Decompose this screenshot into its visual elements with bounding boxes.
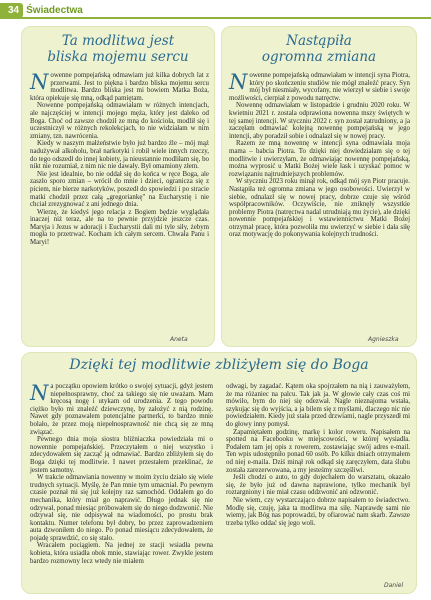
paragraph: Nie jest idealnie, bo nie oddał się do końca w ręce Boga, ale zaszło sporo zmian – wrócił do mnie i dzieci, ogranicza się z piciem, nie bierze narkotyków, poszedł do spowiedzi i po stracie matki chodził przez całą „gregoriankę" na Eucharystię i nie chciał zrezygnować z ani jednego dnia. [30, 170, 209, 209]
paragraph: Nowenne pompejańską odmawiałam w różnych intencjach, ale najczęściej w intencji mojego męża, który jest daleko od Boga. Choć od zawsze chodził ze mną do kościoła, modlił się i uczestniczył w różnych rekolekcjach, to nie widziałam w nim zmiany, tzn. nawrócenia. [30, 102, 209, 140]
paragraph: Jeśli chodzi o auto, to gdy dojechałem do warsztatu, okazało się, że było już od dawna naprawione, tylko mechanik był roztargniony i nie miał czasu oddzwonić ani odzwonić. [226, 474, 410, 497]
paragraph: W styczniu 2023 roku minął rok, odkąd mój syn Piotr pracuje. Nastąpiła też ogromna zmiana w jego osobowości. Uwierzył w siebie, odnalazł się w nowej pracy, dobrze czuje się wśród współpracowników. Oczywiście, nie zniknęły wszystkie problemy Piotra (natręctwa nadal utrudniają mu życie), ale dzięki nowennie pompejańskiej i wstawiennictwu Matki Bożej otrzymał pracę, która pozwoliła mu uwierzyć w siebie i dała siłę oraz motywację do pokonywania kolejnych trudności. [229, 178, 410, 239]
signature: Aneta [170, 336, 188, 343]
paragraph: Kiedy w naszym małżeństwie było już bardzo źle – mój mąż nadużywał alkoholu, brał narkotyki i robił wiele innych rzeczy, do tego odszedł do innej kobiety, ja nieustannie modliłam się, bo nikt nie rozumiał, z nim nic nie dawały. Był omamiony złem. [30, 140, 209, 171]
paragraph: Na początku opowiem krótko o swojej sytuacji, gdyż jestem niepełnosprawny, choć za takiego się nie uważam. Mam kręcosą nogę i utykam od urodzenia. Z tego powodu ciężko było mi znaleźć dziewczynę, by założyć z nią rodzinę. Nawet gdy poznawałem potencjalne partnerki, to bardzo mnie bolało, że przez moją niepełnosprawność nie chcą się ze mną związać. [30, 381, 213, 436]
paragraph: Pewnego dnia moja siostra bliźniaczka powiedziała mi o nowennie pompejańskiej. Przeczytałem o niej wszystko i zdecydowałem się zacząć ją odmawiać. Bardzo zbliżyłem się do Boga dzięki tej modlitwie. I nawet przestałem przeklinać, że jestem samotny. [30, 436, 213, 474]
paragraph: Wracałem pociągiem. Na jednej ze stacji wsiadła pewna kobieta, która usiadła obok mnie, stawiając rower. Zwykle jestem bardzo rozmowny lecz wtedy nie miałem [30, 542, 213, 565]
paragraph: Nie wiem, czy wystarczająco dobrze napisałem to świadectwo. Modlę się, czuję, jaka ta modlitwa ma siłę. Naprawdę sami nie wiemy, jak Bóg nas poprowadzi, by ofiarować nam skarb. Zawsze trzeba tylko oddać się jego woli. [226, 496, 410, 527]
drop-cap: N [30, 381, 49, 405]
article-title-right: Nastąpiła ogromna zmiana [261, 33, 377, 65]
signature: Agnieszka [368, 336, 399, 343]
paragraph: Razem ze mną nowennę w intencji syna odmawiała moja mama – babcia Piotra. To dzięki niej dowiedziałam się o tej modlitwie i uwierzyłam, że odmawiając nowennę pompejańską, można wyprosić u Matki Bożej wiele łask i uzyskać pomoc w rozwiązaniu najtrudniejszych problemów. [229, 140, 410, 178]
paragraph: Wierzę, że kiedyś jego relacja z Bogiem będzie wyglądała inaczej niż teraz, ale na to pewnie przyjdzie jeszcze czas. Maryja i Jezus w adoracji i Eucharystii dali mi tyle siły, żebym mogła to przetrwać. Kocham ich całym sercem. Chwała Panu i Maryi! [30, 208, 209, 247]
article-title-bottom: Dzięki tej modlitwie zbliżyłem się do Boga [69, 357, 369, 373]
article-body-bottom-col2 [226, 383, 410, 527]
paragraph: odwagi, by zagadać. Kątem oka spojrzałem na nią i zauważyłem, że ma różaniec na palcu. Tak jak ja. W głowie cały czas coś mi mówiło, bym do niej się odezwał. Nagle nieznajoma wstała, szykując się do wyjścia, a ja bilem się z myślami, dlaczego nic nie powiedziałem. Kiedy już stała przed drzwiami, nagle przyszedł mi do głowy inny pomysł. [226, 383, 410, 428]
header-rule [0, 17, 431, 19]
paragraph: W trakcie odmawiania nowenny w moim życiu działo się wiele trudnych sytuacji. Myślę, że Pan mnie tym umacniał. Po pewnym czasie poznał mi się już kolejny raz samochód. Oddałem go do mechanika, który miał go naprawić. Długo jednak się nie odzywał, ponad miesiąc próbowałem się do niego dodzwonić. Nie odzywał się, nie odpisywał na wiadomości, po prostu brak kontaktu. Numer telefonu był dobry, bo przez zaprowadzeniem auta dzwoniłem do niego. Po ponad miesiącu zdecydowałem, że pojadę sprawdzić, co się stało. [30, 474, 213, 542]
article-body-right [229, 72, 410, 239]
page-number: 34 [0, 3, 23, 18]
article-body-bottom-col1 [30, 383, 213, 565]
drop-cap: N [229, 70, 248, 94]
paragraph: Nowennę odmawiałam w listopadzie i grudniu 2020 roku. W kwietniu 2021 r. zostala odprawiona nowenna mszy świętych w tej samej intencji. W styczniu 2022 r. syn został zatrudniony, a ja zaczęłam odmawiać kolejną nowennę pompejańską w jego intencji, aby poradził sobie i odnalazł się w nowej pracy. [229, 102, 410, 140]
signature: Daniel [384, 582, 404, 589]
paragraph: Nowenne pompejańską odmawiam już kilka dobrych lat z przerwami. Jest to piękna i bardzo bliska mojemu sercu modlitwa. Bardzo bliska jest mi bowiem Matka Boża, która opiekuje się mną, odkąd pamiętam. [30, 70, 209, 102]
paragraph: Nowenne pompejańską odmawiałam w intencji syna Piotra, który po skończeniu studiów nie mógł znaleźć pracy. Syn mój był niesmiały, wycofany, nie wierzył w siebie i swoje możliwości, cierpiał z powodu natręctw. [229, 70, 410, 102]
article-body-left [30, 72, 209, 247]
article-title-left: Ta modlitwa jest bliska mojemu sercu [47, 33, 189, 65]
section-title: Świadectwa [26, 4, 83, 16]
paragraph: Zapamiętałem godzinę, markę i kolor roweru. Napisałem na spotted na Facebooku w miejscowości, w której wysiadła. Podałem tam jej opis z rowerem, zostawiając swój adres e-mail. Ten wpis udostępniło ponad 60 osób. Po kilku dniach otrzymałem od niej e-maila. Dziś minął rok odkąd się zaręczyłem, data ślubu została zarezerwowana, a my jesteśmy szczęśliwi. [226, 428, 410, 474]
drop-cap: N [30, 70, 49, 94]
